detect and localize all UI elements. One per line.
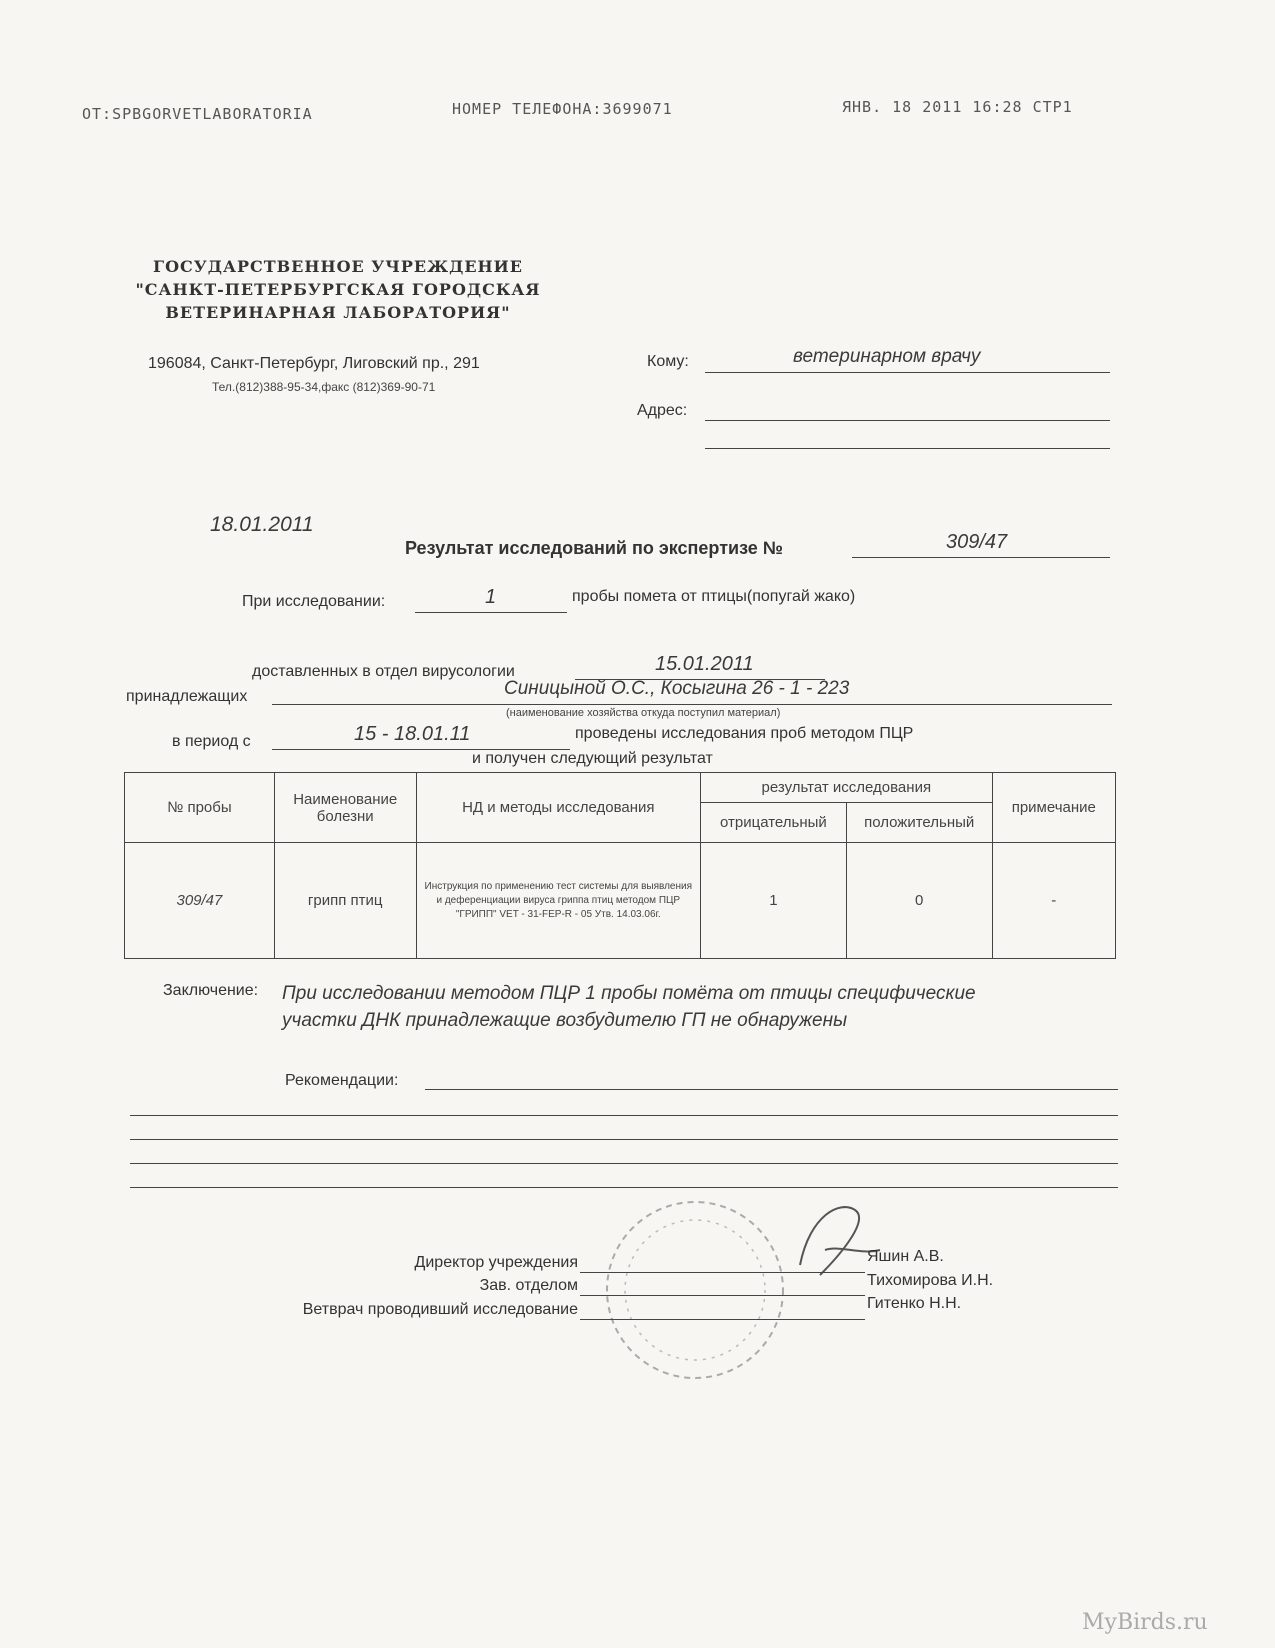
result-number: 309/47 [946, 531, 1008, 553]
belonging-label: принадлежащих [126, 688, 248, 705]
fax-phone: НОМЕР ТЕЛЕФОНА:3699071 [452, 100, 673, 118]
cell-negative: 1 [701, 843, 847, 959]
header-sample-no: № пробы [125, 773, 275, 843]
watermark: MyBirds.ru [1082, 1610, 1208, 1635]
org-address: 196084, Санкт-Петербург, Лиговский пр., 291 [148, 355, 480, 372]
header-positive: положительный [846, 803, 992, 843]
delivered-date: 15.01.2011 [655, 653, 754, 675]
fax-from: OT:SPBGORVETLABORATORIA [82, 105, 313, 123]
header-note: примечание [992, 773, 1115, 843]
org-phones: Тел.(812)388-95-34,факс (812)369-90-71 [212, 380, 436, 394]
conclusion-line1: При исследовании методом ПЦР 1 пробы помёта от птицы специфические [282, 983, 976, 1004]
org-line1: ГОСУДАРСТВЕННОЕ УЧРЕЖДЕНИЕ [153, 257, 523, 276]
study-count: 1 [485, 586, 497, 608]
result-title: Результат исследований по экспертизе № [405, 538, 783, 558]
study-suffix: пробы помета от птицы(попугай жако) [572, 588, 856, 605]
period-label: в период с [172, 733, 251, 750]
belonging-field [272, 680, 1112, 705]
cell-positive: 0 [846, 843, 992, 959]
results-table [124, 772, 1116, 959]
cell-sample-no: 309/47 [125, 843, 275, 959]
signature-role-vet: Ветврач проводивший исследование [302, 1301, 578, 1318]
signature-role-head: Зав. отделом [479, 1277, 578, 1294]
org-name [128, 255, 548, 324]
header-disease: Наименование болезни [274, 773, 416, 843]
org-line3: ВЕТЕРИНАРНАЯ ЛАБОРАТОРИЯ" [165, 303, 511, 322]
header-negative: отрицательный [701, 803, 847, 843]
signature-name-vet: Гитенко Н.Н. [867, 1295, 962, 1312]
to-value: ветеринарном врачу [793, 346, 981, 367]
study-label: При исследовании: [242, 593, 386, 610]
recommendations-line-5 [130, 1165, 1118, 1188]
to-label: Кому: [647, 353, 689, 370]
recommendations-line-3 [130, 1117, 1118, 1140]
period-value: 15 - 18.01.11 [354, 723, 471, 745]
result-line: и получен следующий результат [472, 750, 713, 767]
address-label: Адрес: [637, 402, 688, 419]
study-count-field [415, 588, 567, 613]
result-number-field [852, 531, 1110, 558]
cell-note: - [992, 843, 1115, 959]
signature-line-director [580, 1250, 865, 1273]
recommendations-line-1 [425, 1067, 1118, 1090]
signature-name-head: Тихомирова И.Н. [867, 1272, 994, 1289]
org-line2: "САНКТ-ПЕТЕРБУРГСКАЯ ГОРОДСКАЯ [135, 280, 541, 299]
recommendations-label: Рекомендации: [285, 1072, 399, 1089]
recommendations-line-4 [130, 1141, 1118, 1164]
period-field [272, 725, 570, 750]
cell-methods: Инструкция по применению тест системы для выявления и деференциации вируса гриппа птиц методом ПЦР "ГРИПП" VET - 31-FEP-R - 05 Утв. 14.03.06г. [416, 843, 700, 959]
recommendations-line-2 [130, 1093, 1118, 1116]
address-field-2 [705, 428, 1110, 449]
signature-role-director: Директор учреждения [414, 1254, 578, 1271]
period-suffix: проведены исследования проб методом ПЦР [575, 725, 914, 742]
delivered-date-field [575, 655, 825, 680]
belonging-caption: (наименование хозяйства откуда поступил материал) [506, 707, 781, 719]
header-result-group: результат исследования [701, 773, 993, 803]
signature-line-head [580, 1273, 865, 1296]
table-row [125, 843, 1116, 959]
belonging-value: Синицыной О.С., Косыгина 26 - 1 - 223 [504, 678, 850, 699]
cell-disease: грипп птиц [274, 843, 416, 959]
address-field-1 [705, 400, 1110, 421]
to-field [705, 348, 1110, 373]
header-methods: НД и методы исследования [416, 773, 700, 843]
fax-date-page: ЯНВ. 18 2011 16:28 СТР1 [842, 98, 1073, 116]
conclusion-line2: участки ДНК принадлежащие возбудителю ГП не обнаружены [282, 1010, 848, 1031]
signature-name-director: Яшин А.В. [867, 1248, 944, 1265]
delivered-label: доставленных в отдел вирусологии [252, 663, 515, 680]
signature-line-vet [580, 1297, 865, 1320]
conclusion-label: Заключение: [163, 982, 259, 999]
doc-date: 18.01.2011 [210, 513, 314, 536]
